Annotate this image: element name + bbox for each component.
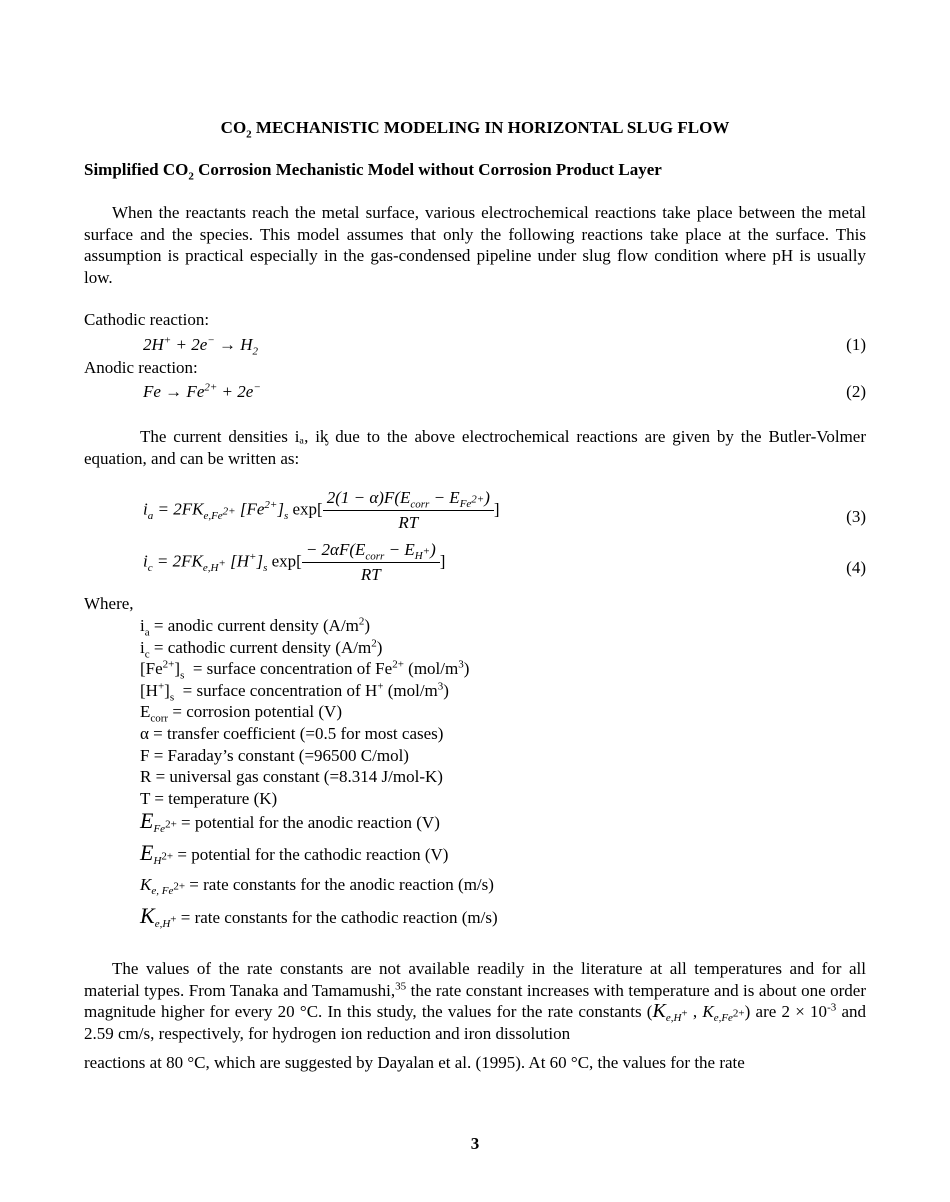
def-eh: $E_{H^{2+}}$ = potential for the cathodic reaction (V) — [140, 840, 449, 868]
equation-number-3: (3) — [846, 507, 866, 526]
equation-number-4: (4) — [846, 558, 866, 577]
def-ia: $i_a$ = anodic current density $(A/m^2)$ — [140, 615, 371, 639]
def-ecorr: $E_{corr}$ = corrosion potential (V) — [140, 702, 342, 725]
def-fe-conc: $[Fe^{2+}]_s$ = surface concentration of $Fe^{2+}$ $(mol/m^3)$ — [140, 658, 470, 682]
def-faraday: F = Faraday’s constant (=96500 C/mol) — [140, 746, 409, 765]
page-title: $CO_2$ MECHANISTIC MODELING IN HORIZONTAL SLUG FLOW — [220, 118, 730, 141]
cathodic-label: Cathodic reaction: — [84, 310, 210, 329]
equation-number-2: (2) — [846, 382, 866, 401]
paragraph-butler-volmer: The current densities iₐ, iᶄ due to the above electrochemical reactions are given by the Butler-Volmer equation, and can be written as: — [84, 427, 866, 468]
paragraph-rate-constants: The values of the rate constants are not available readily in the literature at all temperatures and for all material types. From Tanaka and Tamamushi,$^{35}$ the rate constant increases with temperature and is about one order magnitude higher for every 20 °C. In this study, the values for the rate constants ($K_{e,H^+}$ , $K_{e,Fe^{2+}}$) are $2 \times 10^{-3}$ and 2.59 cm/s, respectively, for hydrogen ion reduction and iron dissolution reactions at 80 °C, which are suggested by Dayalan et al. (1995). At 60 °C, the values for the rate — [84, 959, 867, 1072]
page-number: 3 — [470, 1134, 480, 1153]
def-kfe: $K_{e, Fe^{2+}}$ = rate constants for the anodic reaction (m/s) — [140, 875, 494, 898]
equation-1: $2H^+ + 2e^- \to H_2$ — [143, 334, 258, 358]
equation-4: $i_c = 2FK_{e,H^+}$ $[H^+]_s$ exp[ $\frac{- 2\alpha F(E_{corr} - E_{H^+})}{RT}$ ] — [143, 540, 446, 584]
def-h-conc: $[H^+]_s$ = surface concentration of H+ $(mol/m^3)$ — [140, 680, 449, 704]
def-efe: $E_{Fe^{2+}}$ = potential for the anodic reaction (V) — [140, 808, 440, 836]
anodic-label: Anodic reaction: — [84, 358, 198, 377]
def-temperature: T = temperature (K) — [140, 789, 278, 808]
where-label: Where, — [84, 594, 134, 613]
def-alpha: α = transfer coefficient (=0.5 for most cases) — [140, 724, 444, 743]
equation-number-1: (1) — [846, 335, 866, 354]
section-heading: Simplified $CO_2$ Corrosion Mechanistic Model without Corrosion Product Layer — [84, 160, 662, 183]
paragraph-intro: When the reactants reach the metal surface, various electrochemical reactions take place between the metal surface and the species. This model assumes that only the following reactions take place at the surface. This assumption is practical especially in the gas-condensed pipeline under slug flow condition where pH is usually low. — [84, 203, 866, 287]
def-ic: $i_c$ = cathodic current density $(A/m^2)$ — [140, 637, 383, 661]
equation-2: $Fe \to Fe^{2+} + 2e^-$ — [143, 381, 261, 401]
def-kh: $K_{e,H^+}$ = rate constants for the cathodic reaction (m/s) — [140, 903, 498, 931]
equation-3: $i_a = 2FK_{e,Fe^{2+}}$ $[Fe^{2+}]_s$ exp[ $\frac{2(1 - \alpha)F(E_{corr} - E_{Fe^{2+}})}{RT}$ ] — [143, 488, 500, 532]
def-gas-constant: R = universal gas constant (=8.314 J/mol-K) — [140, 767, 443, 786]
